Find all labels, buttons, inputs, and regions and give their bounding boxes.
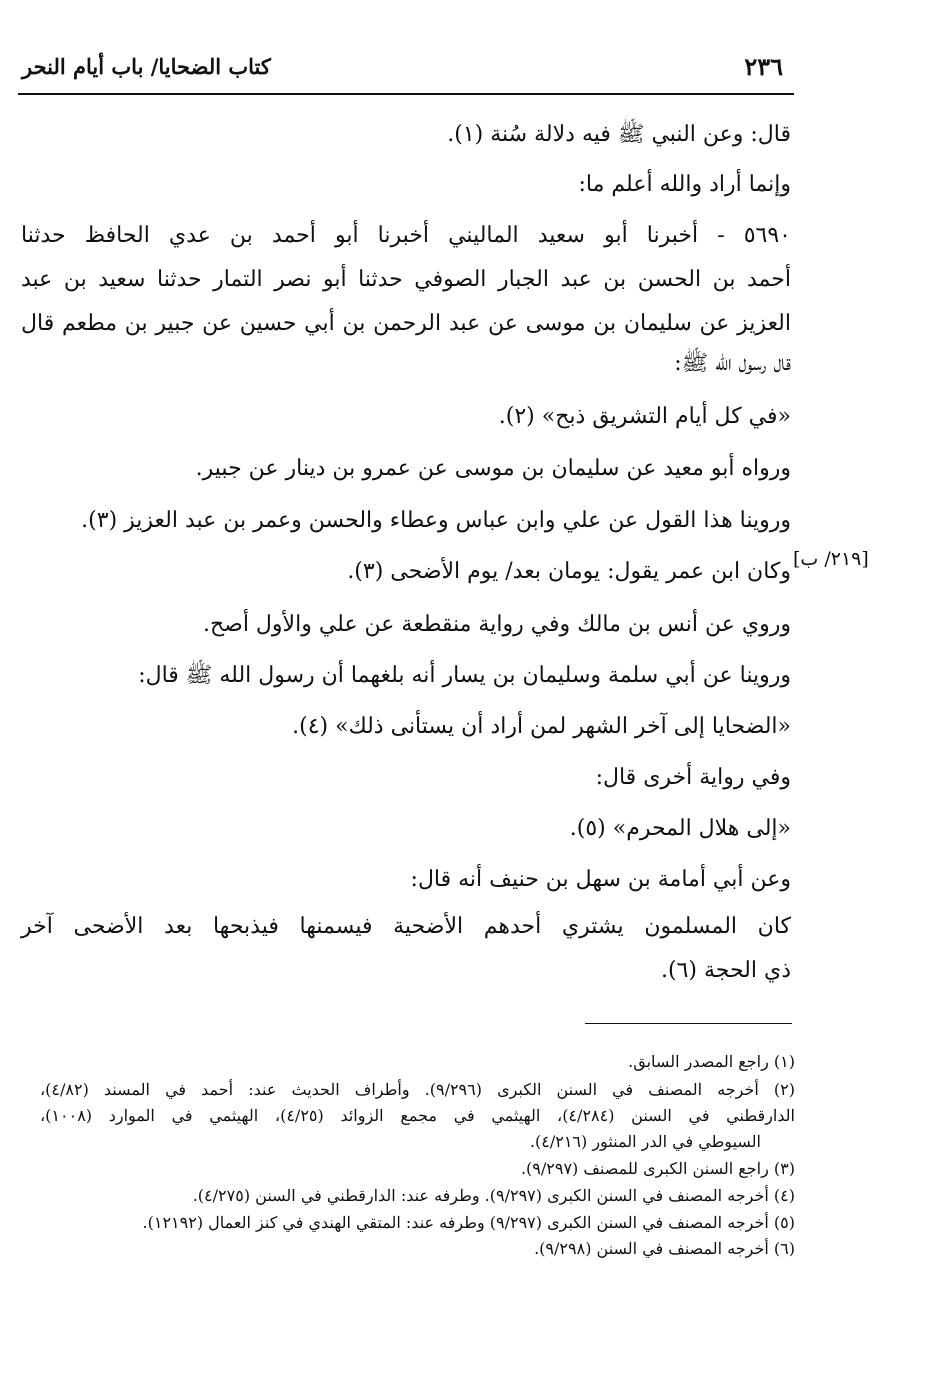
hadith-number-line: ٥٦٩٠ - أخبرنا أبو سعيد الماليني أخبرنا أبو أحمد بن عدي الحافظ حدثنا <box>21 223 791 248</box>
text-line: أحمد بن الحسن بن عبد الجبار الصوفي حدثنا أبو نصر التمار حدثنا سعيد بن عبد <box>21 267 791 292</box>
text-line: وروينا عن أبي سلمة وسليمان بن يسار أنه بلغهما أن رسول الله ﷺ قال: <box>138 663 791 688</box>
text-line: كان المسلمون يشتري أحدهم الأضحية فيسمنها فيذبحها بعد الأضحى آخر <box>21 914 791 939</box>
footnote: (٣) راجع السنن الكبرى للمصنف (٩/٢٩٧). <box>520 1159 795 1178</box>
footnote: (١) راجع المصدر السابق. <box>628 1052 795 1071</box>
footnote-continuation: الدارقطني في السنن (٤/٢٨٤)، الهيثمي في مجمع الزوائد (٤/٢٥)، الهيثمي في الموارد (١٠٠٨)، <box>40 1106 795 1125</box>
text-line: العزيز عن سليمان بن موسى عن عبد الرحمن بن أبي حسين عن جبير بن مطعم قال <box>21 311 791 336</box>
text-line: ورواه أبو معيد عن سليمان بن موسى عن عمرو بن دينار عن جبير. <box>195 456 791 481</box>
header-rule <box>18 93 794 95</box>
running-title: كتاب الضحايا/ باب أيام النحر <box>22 54 271 79</box>
footnote: (٥) أخرجه المصنف في السنن الكبرى (٩/٢٩٧) وطرفه عند: المتقي الهندي في كنز العمال (١٢١٩٢). <box>142 1213 795 1232</box>
hadith-quote: «إلى هلال المحرم» (٥). <box>569 816 791 841</box>
text-line: وروينا هذا القول عن علي وابن عباس وعطاء والحسن وعمر بن عبد العزيز (٣). <box>81 508 791 533</box>
text-line: وروي عن أنس بن مالك وفي رواية منقطعة عن علي والأول أصح. <box>202 612 791 637</box>
footnote: (٤) أخرجه المصنف في السنن الكبرى (٩/٢٩٧). وطرفه عند: الدارقطني في السنن (٤/٢٧٥). <box>192 1186 795 1205</box>
footnote: (٦) أخرجه المصنف في السنن (٩/٢٩٨). <box>534 1239 795 1258</box>
text-line: وكان ابن عمر يقول: يومان بعد/ يوم الأضحى (٣). <box>347 559 791 584</box>
text-line: قال: وعن النبي ﷺ فيه دلالة سُنة (١). <box>447 122 791 147</box>
hadith-quote: «في كل أيام التشريق ذبح» (٢). <box>498 404 791 429</box>
manuscript-folio-note: [٢١٩/ ب] <box>793 548 869 570</box>
text-line: قال رسول الله ﷺ: <box>674 351 791 376</box>
text-line: وإنما أراد والله أعلم ما: <box>578 172 791 197</box>
footnote: (٢) أخرجه المصنف في السنن الكبرى (٩/٢٩٦). وأطراف الحديث عند: أحمد في المسند (٤/٨٢)، <box>40 1080 795 1099</box>
hadith-quote: «الضحايا إلى آخر الشهر لمن أراد أن يستأنى ذلك» (٤). <box>292 714 791 739</box>
text-line: وعن أبي أمامة بن سهل بن حنيف أنه قال: <box>410 867 791 892</box>
text-line: ذي الحجة (٦). <box>660 958 791 983</box>
page-header <box>18 52 793 92</box>
text-line: وفي رواية أخرى قال: <box>595 765 791 790</box>
page-number: ٢٣٦ <box>744 52 783 81</box>
footnote-separator <box>585 1023 792 1024</box>
footnote-continuation: السيوطي في الدر المنثور (٤/٢١٦). <box>529 1132 761 1151</box>
